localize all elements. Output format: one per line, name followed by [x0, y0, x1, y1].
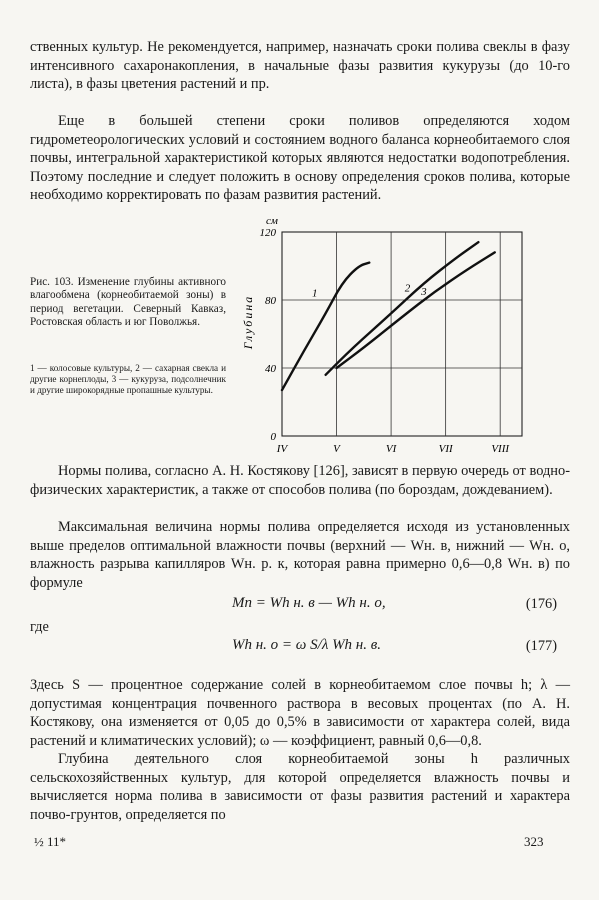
series-line-2 [326, 242, 479, 375]
paragraph-crop-phases: ственных культур. Не рекомендуется, например, назначать сроки полива свеклы в фазу интенсивного сахаронакопления, в начальные фазы развития кукурузы (до 10-го листа), в фазы цветения растений и пр. [30, 39, 570, 93]
equation-176-number: (176) [525, 596, 557, 612]
y-tick-label: 120 [259, 227, 276, 239]
equation-177: Wh н. о = ω S/λ Wh н. в. [232, 637, 382, 653]
y-tick-label: 0 [270, 431, 276, 443]
series-line-3 [337, 252, 495, 368]
signature-mark: ½ 11* [34, 834, 67, 849]
figure-caption: Рис. 103. Изменение глубины активного влагообмена (корнеобитаемой зоны) в период вегетации. Северный Кавказ, Ростовская область и юг Поволжья. [30, 276, 226, 329]
series-label-2: 2 [404, 282, 411, 295]
y-tick-label: 80 [265, 295, 276, 307]
x-tick-label: IV [276, 443, 288, 455]
paragraph-irrigation-timing: Еще в большей степени сроки поливов определяются ходом гидрометеорологических условий и состоянием водного баланса корнеобитаемого слоя почвы, интегральной характеристикой которых являются недостатки водопотребления. Поэтому последние и следует положить в основу определения сроков полива, которые необходимо корректировать по фазам развития растений. [30, 113, 570, 204]
y-axis-label: Глубина [241, 294, 255, 350]
y-unit-label: см [266, 215, 278, 227]
page-number: 323 [524, 834, 544, 849]
series-label-1: 1 [312, 287, 318, 300]
plot-frame [282, 232, 522, 436]
chart-grid [282, 232, 522, 436]
x-tick-label: VII [438, 443, 453, 455]
series-line-1 [282, 263, 369, 391]
series-label-3: 3 [421, 285, 427, 298]
paragraph-depth: Глубина деятельного слоя корнеобитаемой зоны h различных сельскохозяйственных культур, для которой определяется влажность почвы и вычисляется норма полива в зависимости от фазы развития растений и характера почво-грунтов, определяется по [30, 751, 570, 823]
figure-legend: 1 — колосовые культуры, 2 — сахарная свекла и другие корнеплоды, 3 — кукуруза, подсолнечник и другие широкорядные пропашные культуры. [30, 363, 226, 395]
paragraph-max-norm: Максимальная величина нормы полива определяется исходя из установленных выше пределов оптимальной влажности почвы (верхний — Wн. в, нижний — Wн. о, влажность разрыва капилляров Wн. р. к, которая равна примерно 0,6—0,8 Wн. в) по формуле [30, 519, 570, 591]
x-tick-label: V [333, 443, 340, 455]
equation-177-number: (177) [525, 638, 557, 654]
where-label: где [30, 619, 49, 635]
chart-ticks [241, 215, 510, 455]
paragraph-salt: Здесь S — процентное содержание солей в корнеобитаемом слое почвы h; λ — допустимая концентрация почвенного раствора в весовых процентах (по А. Н. Костякову, она изменяется от 0,05 до 0,5% в зависимости от характера солей, вида растений и климатических условий); ω — коэффициент, равный 0,6—0,8. [30, 677, 570, 749]
equation-176: Mп = Wh н. в — Wh н. о, [232, 595, 386, 611]
x-tick-label: VI [385, 443, 397, 455]
y-tick-label: 40 [265, 363, 276, 375]
x-tick-label: VIII [491, 443, 510, 455]
paragraph-norms: Нормы полива, согласно А. Н. Костякову [126], зависят в первую очередь от водно-физических характеристик, а также от способов полива (по бороздам, дождеванием). [30, 463, 570, 498]
root-zone-depth-chart [232, 208, 532, 456]
